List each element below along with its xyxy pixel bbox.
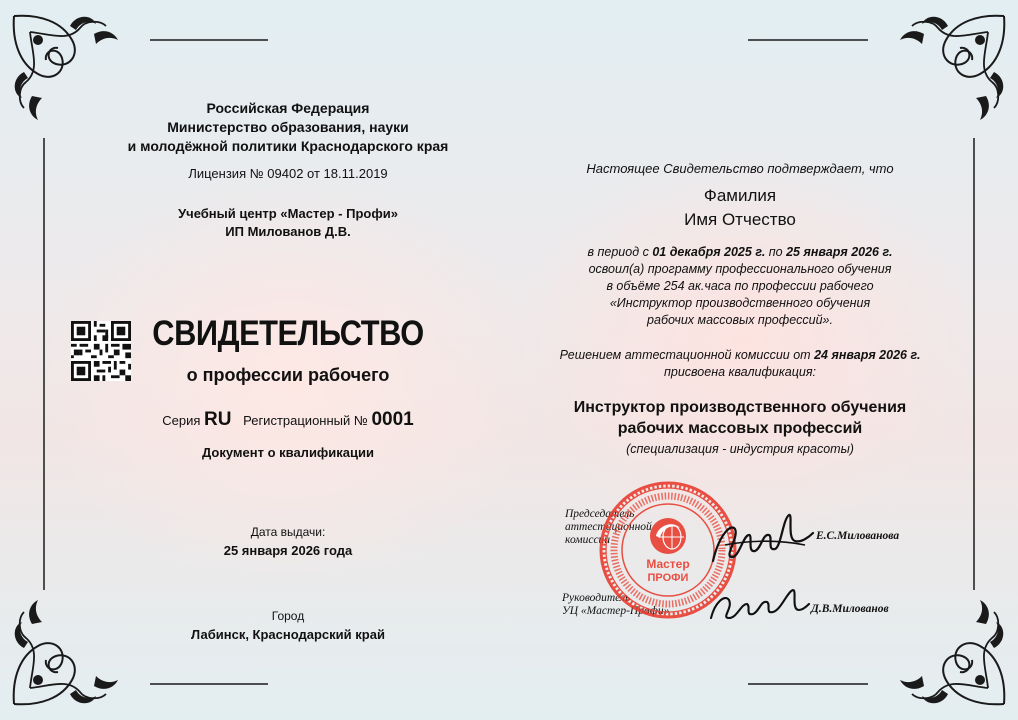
document-subtitle: о профессии рабочего xyxy=(186,365,390,385)
decision-date: 24 января 2026 г. xyxy=(814,348,921,362)
series-value: RU xyxy=(204,409,232,430)
period-prefix: в период с xyxy=(587,245,649,259)
chair-line-3: комиссии xyxy=(565,534,611,546)
org-line-1: Российская Федерация xyxy=(206,100,370,116)
chair-name: Е.С.Милованова xyxy=(816,530,900,542)
head-signature xyxy=(705,584,810,629)
period-mid: по xyxy=(768,245,783,259)
center-line-1: Учебный центр «Мастер - Профи» xyxy=(178,206,398,221)
issue-date-label: Дата выдачи: xyxy=(250,525,326,539)
specialization: (специализация - индустрия красоты) xyxy=(626,442,854,456)
decision-line xyxy=(520,347,960,364)
assigned-text: присвоена квалификация: xyxy=(664,365,816,379)
holder-given-name: Имя Отчество xyxy=(684,210,796,229)
license-text: Лицензия № 09402 от 18.11.2019 xyxy=(188,166,388,181)
registration-value: 0001 xyxy=(371,409,414,430)
training-line-5: рабочих массовых профессий». xyxy=(647,313,833,327)
training-line-2: освоил(а) программу профессионального обучения xyxy=(588,262,892,276)
qualification-line-1: Инструктор производственного обучения xyxy=(573,399,907,416)
confirmation-text: Настоящее Свидетельство подтверждает, что xyxy=(586,161,894,176)
holder-name xyxy=(520,184,960,232)
city-label: Город xyxy=(271,609,305,623)
series-registration xyxy=(100,409,476,432)
registration-label: Регистрационный № xyxy=(243,413,368,428)
head-line-2: УЦ «Мастер-Профи» xyxy=(562,605,670,617)
center-line-2: ИП Милованов Д.В. xyxy=(225,224,351,239)
head-line-1: Руководитель xyxy=(562,592,631,604)
document-type: Документ о квалификации xyxy=(201,445,375,460)
holder-surname: Фамилия xyxy=(703,186,777,205)
chair-signature xyxy=(705,505,815,575)
training-details xyxy=(520,244,960,329)
period-to: 25 января 2026 г. xyxy=(786,245,893,259)
org-line-3: и молодёжной политики Краснодарского края xyxy=(127,138,449,154)
org-line-2: Министерство образования, науки xyxy=(167,119,409,135)
document-title: СВИДЕТЕЛЬСТВО xyxy=(152,314,424,353)
qualification xyxy=(520,397,960,439)
head-name: Д.В.Милованов xyxy=(811,603,889,615)
commission-decision xyxy=(520,347,960,381)
qualification-line-2: рабочих массовых профессий xyxy=(617,420,863,437)
series-label: Серия xyxy=(162,413,201,428)
issue-date: 25 января 2026 года xyxy=(223,543,353,558)
issuing-authority xyxy=(100,99,476,156)
decision-prefix: Решением аттестационной комиссии от xyxy=(559,348,811,362)
chair-line-2: аттестационной xyxy=(565,521,652,533)
period-from: 01 декабря 2025 г. xyxy=(652,245,766,259)
training-period xyxy=(520,244,960,261)
training-line-4: «Инструктор производственного обучения xyxy=(609,296,871,310)
stamp-brand-line-2: ПРОФИ xyxy=(647,572,689,584)
chair-line-1: Председатель xyxy=(565,508,635,520)
city-value: Лабинск, Краснодарский край xyxy=(191,627,385,642)
training-center xyxy=(100,205,476,241)
training-line-3: в объёме 254 ак.часа по профессии рабочего xyxy=(606,279,874,293)
stamp-brand-line-1: Мастер xyxy=(646,557,690,571)
